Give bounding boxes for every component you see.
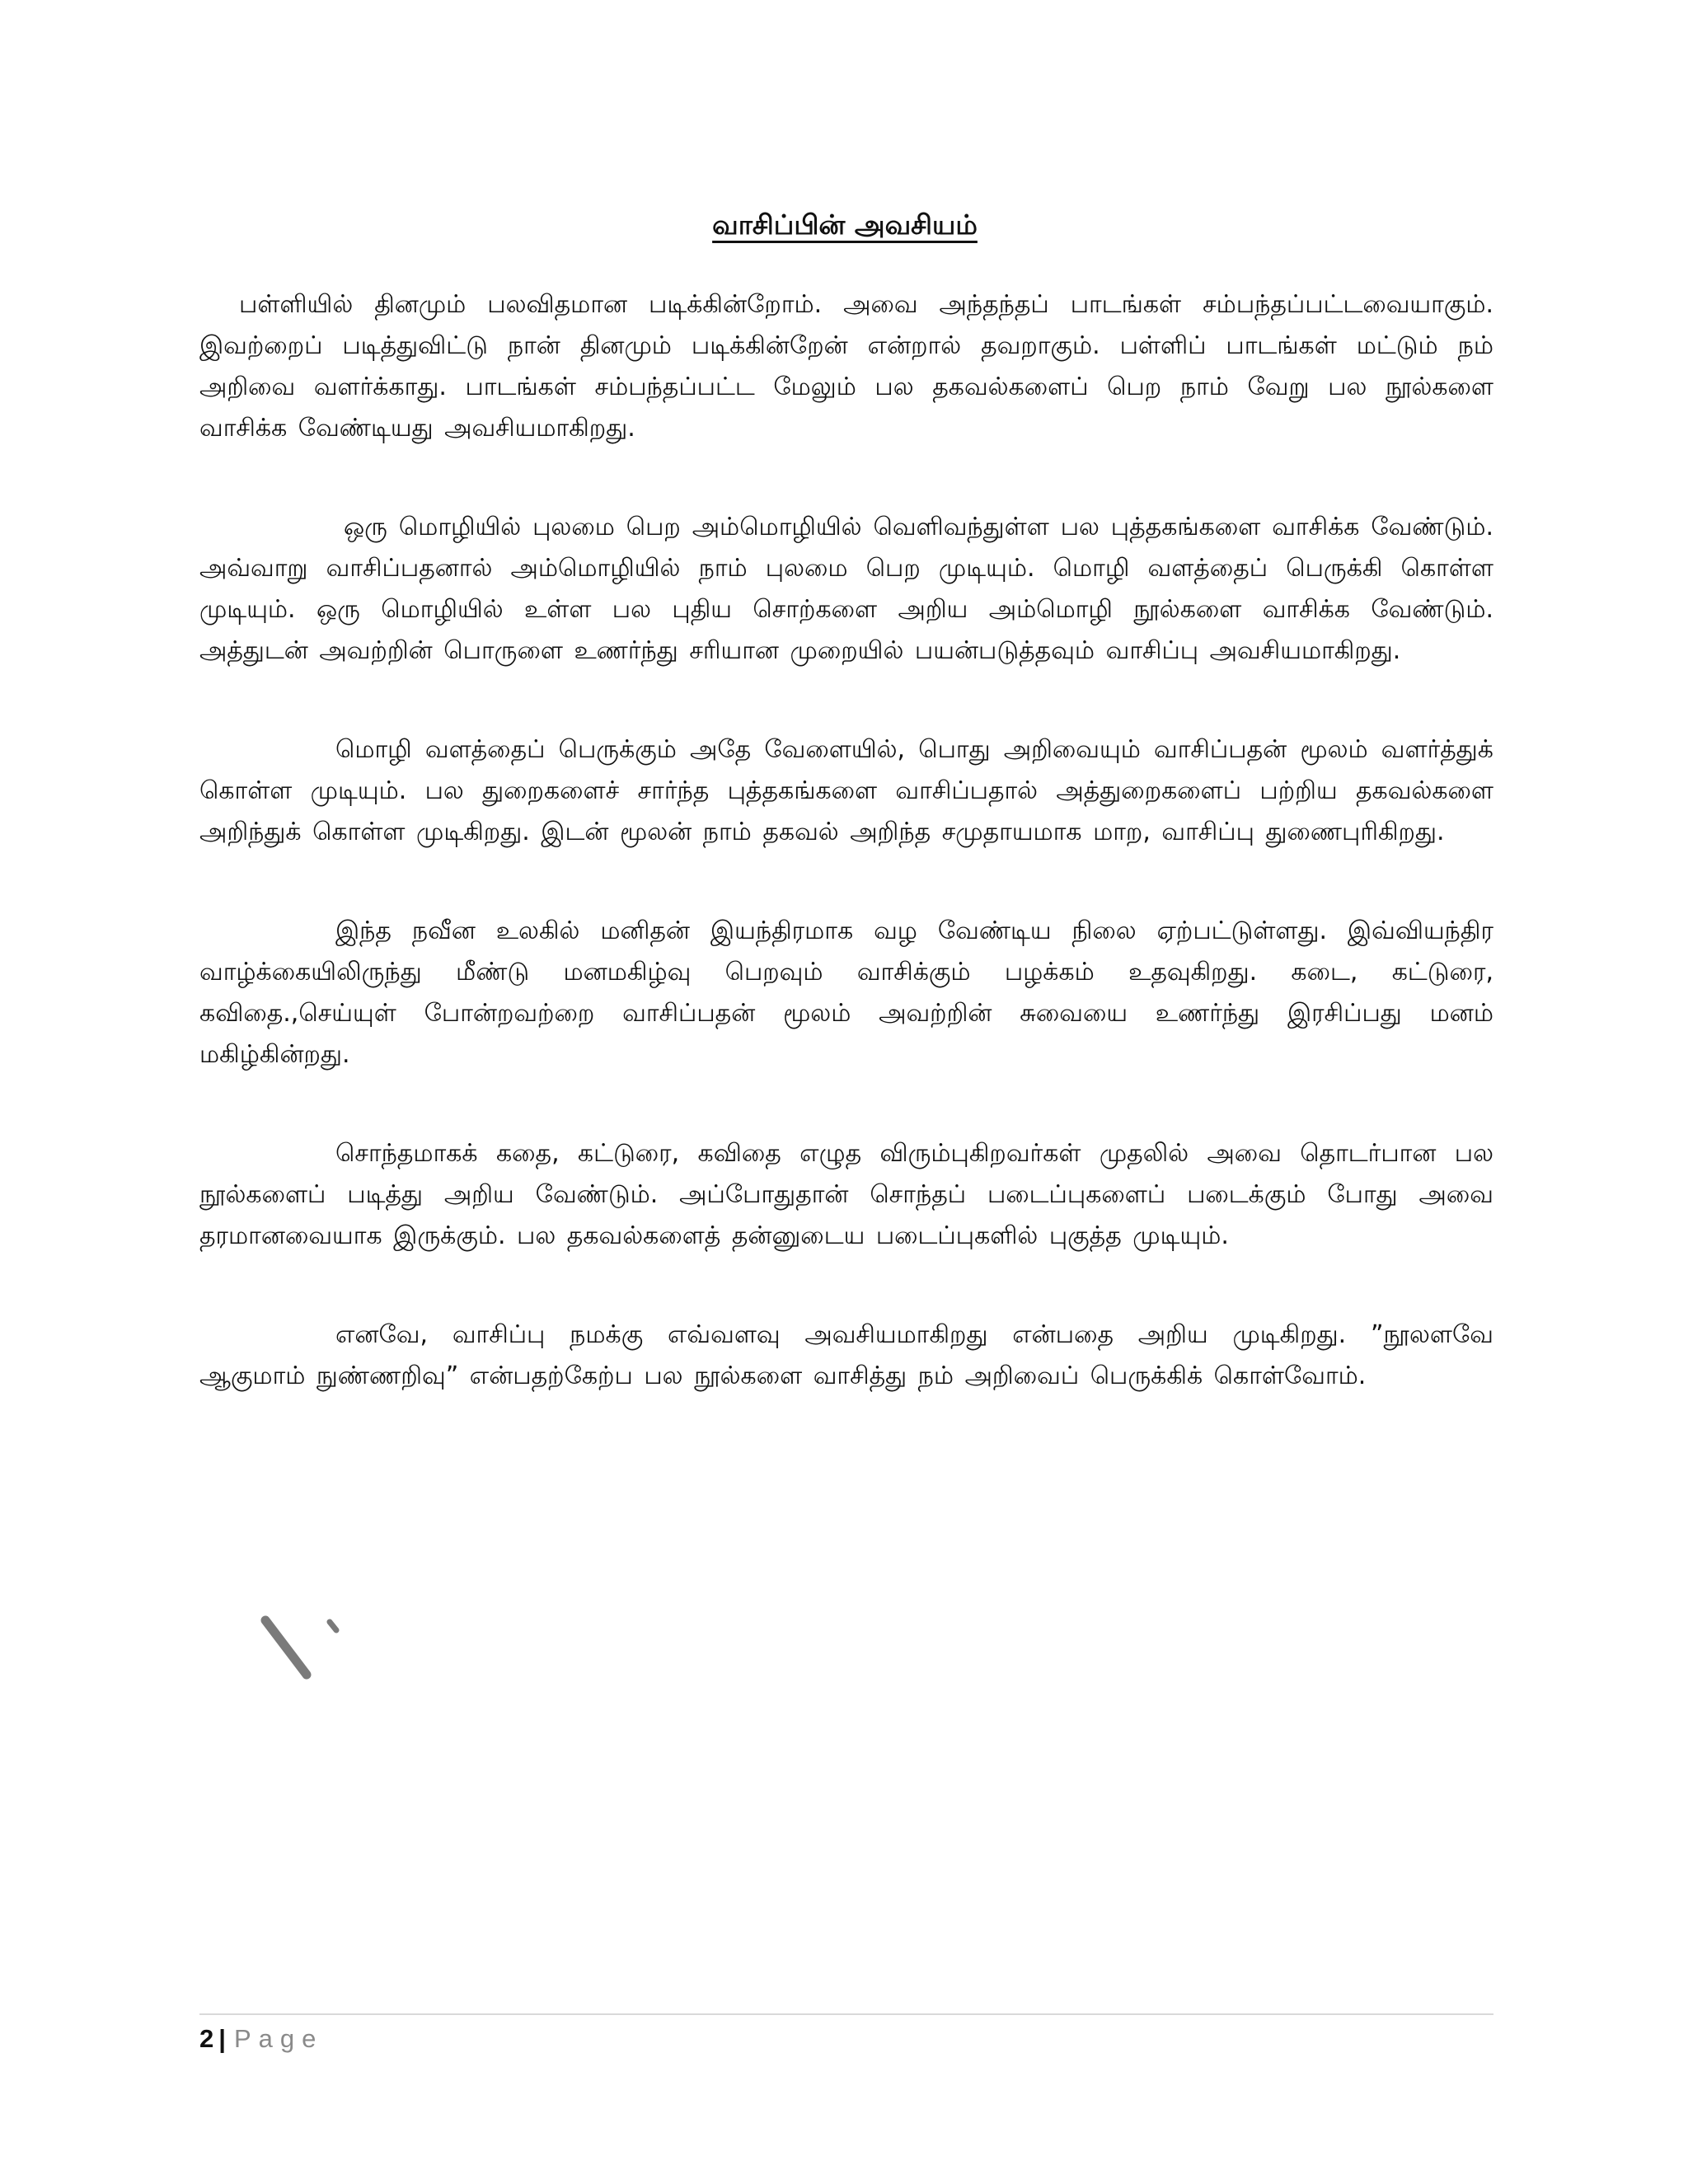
page-label: Page bbox=[233, 2024, 324, 2053]
paragraph-2: ஒரு மொழியில் புலமை பெற அம்மொழியில் வெளிவந்துள்ள பல புத்தகங்களை வாசிக்க வேண்டும். அவ்வாறு வாசிப்பதனால் அம்மொழியில் நாம் புலமை பெற முடியும். மொழி வளத்தைப் பெருக்கி கொள்ள முடியும். ஒரு மொழியில் உள்ள பல புதிய சொற்களை அறிய அம்மொழி நூல்களை வாசிக்க வேண்டும். அத்துடன் அவற்றின் பொருளை உணர்ந்து சரியான முறையில் பயன்படுத்தவும் வாசிப்பு அவசியமாகிறது. bbox=[199, 513, 1493, 665]
document-body bbox=[199, 284, 1493, 1397]
page-title bbox=[198, 204, 1492, 246]
pen-mark-icon bbox=[247, 1615, 363, 1690]
paragraph-4: இந்த நவீன உலகில் மனிதன் இயந்திரமாக வழ வேண்டிய நிலை ஏற்பட்டுள்ளது. இவ்வியந்திர வாழ்க்கையிலிருந்து மீண்டு மனமகிழ்வு பெறவும் வாசிக்கும் பழக்கம் உதவுகிறது. கடை, கட்டுரை, கவிதை.,செய்யுள் போன்றவற்றை வாசிப்பதன் மூலம் அவற்றின் சுவையை உணர்ந்து இரசிப்பது மனம் மகிழ்கின்றது. bbox=[199, 916, 1493, 1069]
footer-separator: | bbox=[218, 2024, 226, 2053]
paragraph-3: மொழி வளத்தைப் பெருக்கும் அதே வேளையில், பொது அறிவையும் வாசிப்பதன் மூலம் வளர்த்துக் கொள்ள முடியும். பல துறைகளைச் சார்ந்த புத்தகங்களை வாசிப்பதால் அத்துறைகளைப் பற்றிய தகவல்களை அறிந்துக் கொள்ள முடிகிறது. இடன் மூலன் நாம் தகவல் அறிந்த சமுதாயமாக மாற, வாசிப்பு துணைபுரிகிறது. bbox=[199, 735, 1493, 846]
title-text: வாசிப்பின் அவசியம் bbox=[712, 209, 978, 241]
paragraph-6: எனவே, வாசிப்பு நமக்கு எவ்வளவு அவசியமாகிறது என்பதை அறிய முடிகிறது. ”நூலளவே ஆகுமாம் நுண்ணறிவு” என்பதற்கேற்ப பல நூல்களை வாசித்து நம் அறிவைப் பெருக்கிக் கொள்வோம். bbox=[199, 1320, 1493, 1390]
paragraph-1: பள்ளியில் தினமும் பலவிதமான படிக்கின்றோம். அவை அந்தந்தப் பாடங்கள் சம்பந்தப்பட்டவையாகும். இவற்றைப் படித்துவிட்டு நான் தினமும் படிக்கின்றேன் என்றால் தவறாகும். பள்ளிப் பாடங்கள் மட்டும் நம் அறிவை வளர்க்காது. பாடங்கள் சம்பந்தப்பட்ட மேலும் பல தகவல்களைப் பெற நாம் வேறு பல நூல்களை வாசிக்க வேண்டியது அவசியமாகிறது. bbox=[199, 290, 1493, 443]
page-number: 2 bbox=[199, 2024, 214, 2053]
paragraph-5: சொந்தமாகக் கதை, கட்டுரை, கவிதை எழுத விரும்புகிறவர்கள் முதலில் அவை தொடர்பான பல நூல்களைப் படித்து அறிய வேண்டும். அப்போதுதான் சொந்தப் படைப்புகளைப் படைக்கும் போது அவை தரமானவையாக இருக்கும். பல தகவல்களைத் தன்னுடைய படைப்புகளில் புகுத்த முடியும். bbox=[199, 1139, 1493, 1250]
page-footer bbox=[199, 2021, 323, 2057]
footer-divider bbox=[199, 2013, 1493, 2015]
